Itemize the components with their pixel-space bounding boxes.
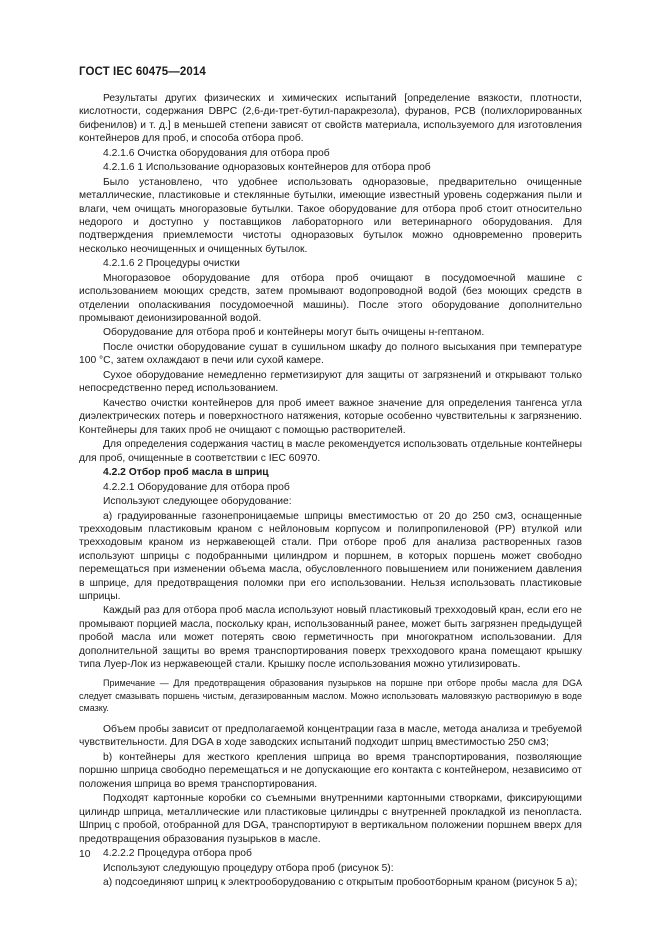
paragraph: После очистки оборудование сушат в сушильном шкафу до полного высыхания при температуре 100 °C, затем охлаждают в печи или сухой камере. bbox=[79, 341, 582, 367]
list-item: a) подсоединяют шприц к электрооборудованию с открытым пробоотборным краном (рисунок 5 а); bbox=[103, 877, 578, 889]
paragraph: Каждый раз для отбора проб масла используют новый пластиковый трехходовый кран, если его не промывают порцией масла, поскольку кран, использованный ранее, может быть загрязнен предыдущей пробой масла или может потерять свою герметичность при многократном использовании. Для дополнительной защиты во время транспортирования поверх трехходового крана помещают крышку типа Луер-Лок из нержавеющей стали. Крышку после использования можно утилизировать. bbox=[79, 605, 582, 671]
paragraph: Для определения содержания частиц в масле рекомендуется использовать отдельные контейнеры для проб, очищенные в соответствии с IEC 60970. bbox=[79, 439, 582, 464]
paragraph: Результаты других физических и химических испытаний [определение вязкости, плотности, кислотности, содержания DBPC (2,6-ди-трет-бутил-паракрезола), фуранов, PCB (полихлорированных бифенилов) и т. д.] в меньшей степени зависят от свойств материала, используемого для изготовления контейнеров для проб, и способа отбора проб. bbox=[79, 93, 582, 145]
section-heading: 4.2.2 Отбор проб масла в шприц bbox=[103, 467, 269, 478]
document-header: ГОСТ IEC 60475—2014 bbox=[79, 66, 206, 78]
list-item: a) градуированные газонепроницаемые шприцы вместимостью от 20 до 250 см3, оснащенные трехходовым пластиковым краном с нейлоновым корпусом и полипропиленовой (PP) втулкой или трехходовым краном из нержавеющей стали. При отборе проб для анализа растворенных газов используют шприцы с подобранными цилиндром и поршнем, в которых поршень может свободно перемещаться при изменении объема масла, обусловленного повышением или понижением давления в шприце, для предотвращения поломки при его использовании. Нельзя использовать пластиковые шприцы. bbox=[79, 510, 582, 602]
list-item: b) контейнеры для жесткого крепления шприца во время транспортирования, позволяющие поршню шприца свободно перемещаться и не допускающие его контакта с контейнером, независимо от положения шприца во время транспортирования. bbox=[79, 751, 582, 790]
paragraph: Сухое оборудование немедленно герметизируют для защиты от загрязнений и открывают только непосредственно перед использованием. bbox=[79, 369, 582, 395]
subsection-heading: 4.2.1.6 Очистка оборудования для отбора проб bbox=[103, 147, 330, 159]
paragraph: Многоразовое оборудование для отбора проб очищают в посудомоечной машине с использованием моющих средств, затем промывают водопроводной водой (без моющих средств в отделении ополаскивания посудомоечной машины). После этого оборудование дополнительно промывают деионизированной водой. bbox=[79, 272, 582, 324]
document-body bbox=[79, 92, 582, 891]
paragraph: Качество очистки контейнеров для проб имеет важное значение для определения тангенса угла диэлектрических потерь и поверхностного натяжения, которые особенно чувствительны к загрязнению. Контейнеры для таких проб не очищают с помощью растворителей. bbox=[79, 397, 582, 436]
paragraph: Было установлено, что удобнее использовать одноразовые, предварительно очищенные металлические, пластиковые и стеклянные бутылки, имеющие известный уровень содержания пыли и влаги, чем очищать многоразовые бутылки. Такое оборудование для отбора проб стоит относительно недорого и доступно у поставщиков лабораторного или ветеринарного оборудования. Для подтверждения приемлемости чистоты одноразовых бутылок можно одновременно проверить несколько неочищенных и очищенных бутылок. bbox=[79, 176, 582, 255]
note: Примечание — Для предотвращения образования пузырьков на поршне при отборе пробы масла для DGA следует смазывать поршень чистым, дегазированным маслом. Можно использовать маловязкую растворимую в воде смазку. bbox=[79, 678, 582, 713]
paragraph: Оборудование для отбора проб и контейнеры могут быть очищены н-гептаном. bbox=[103, 327, 485, 339]
subsection-heading: 4.2.2.2 Процедура отбора проб bbox=[103, 848, 252, 860]
subsection-heading: 4.2.1.6 2 Процедуры очистки bbox=[103, 258, 240, 270]
page-number: 10 bbox=[79, 849, 91, 860]
subsection-heading: 4.2.2.1 Оборудование для отбора проб bbox=[103, 481, 290, 493]
paragraph: Используют следующую процедуру отбора проб (рисунок 5): bbox=[103, 862, 394, 874]
paragraph: Подходят картонные коробки со съемными внутренними картонными створками, фиксирующими цилиндр шприца, металлические или пластиковые цилиндры с внутренней прокладкой из пенопласта. Шприц с пробой, отобранной для DGA, транспортируют в вертикальном положении поршнем вверх для предотвращения образования пузырьков в масле. bbox=[79, 793, 582, 845]
paragraph: Используют следующее оборудование: bbox=[103, 496, 292, 507]
subsection-heading: 4.2.1.6 1 Использование одноразовых контейнеров для отбора проб bbox=[103, 162, 431, 174]
paragraph: Объем пробы зависит от предполагаемой концентрации газа в масле, метода анализа и требуемой чувствительности. Для DGA в ходе заводских испытаний подходит шприц вместимостью 250 см3; bbox=[79, 724, 582, 749]
